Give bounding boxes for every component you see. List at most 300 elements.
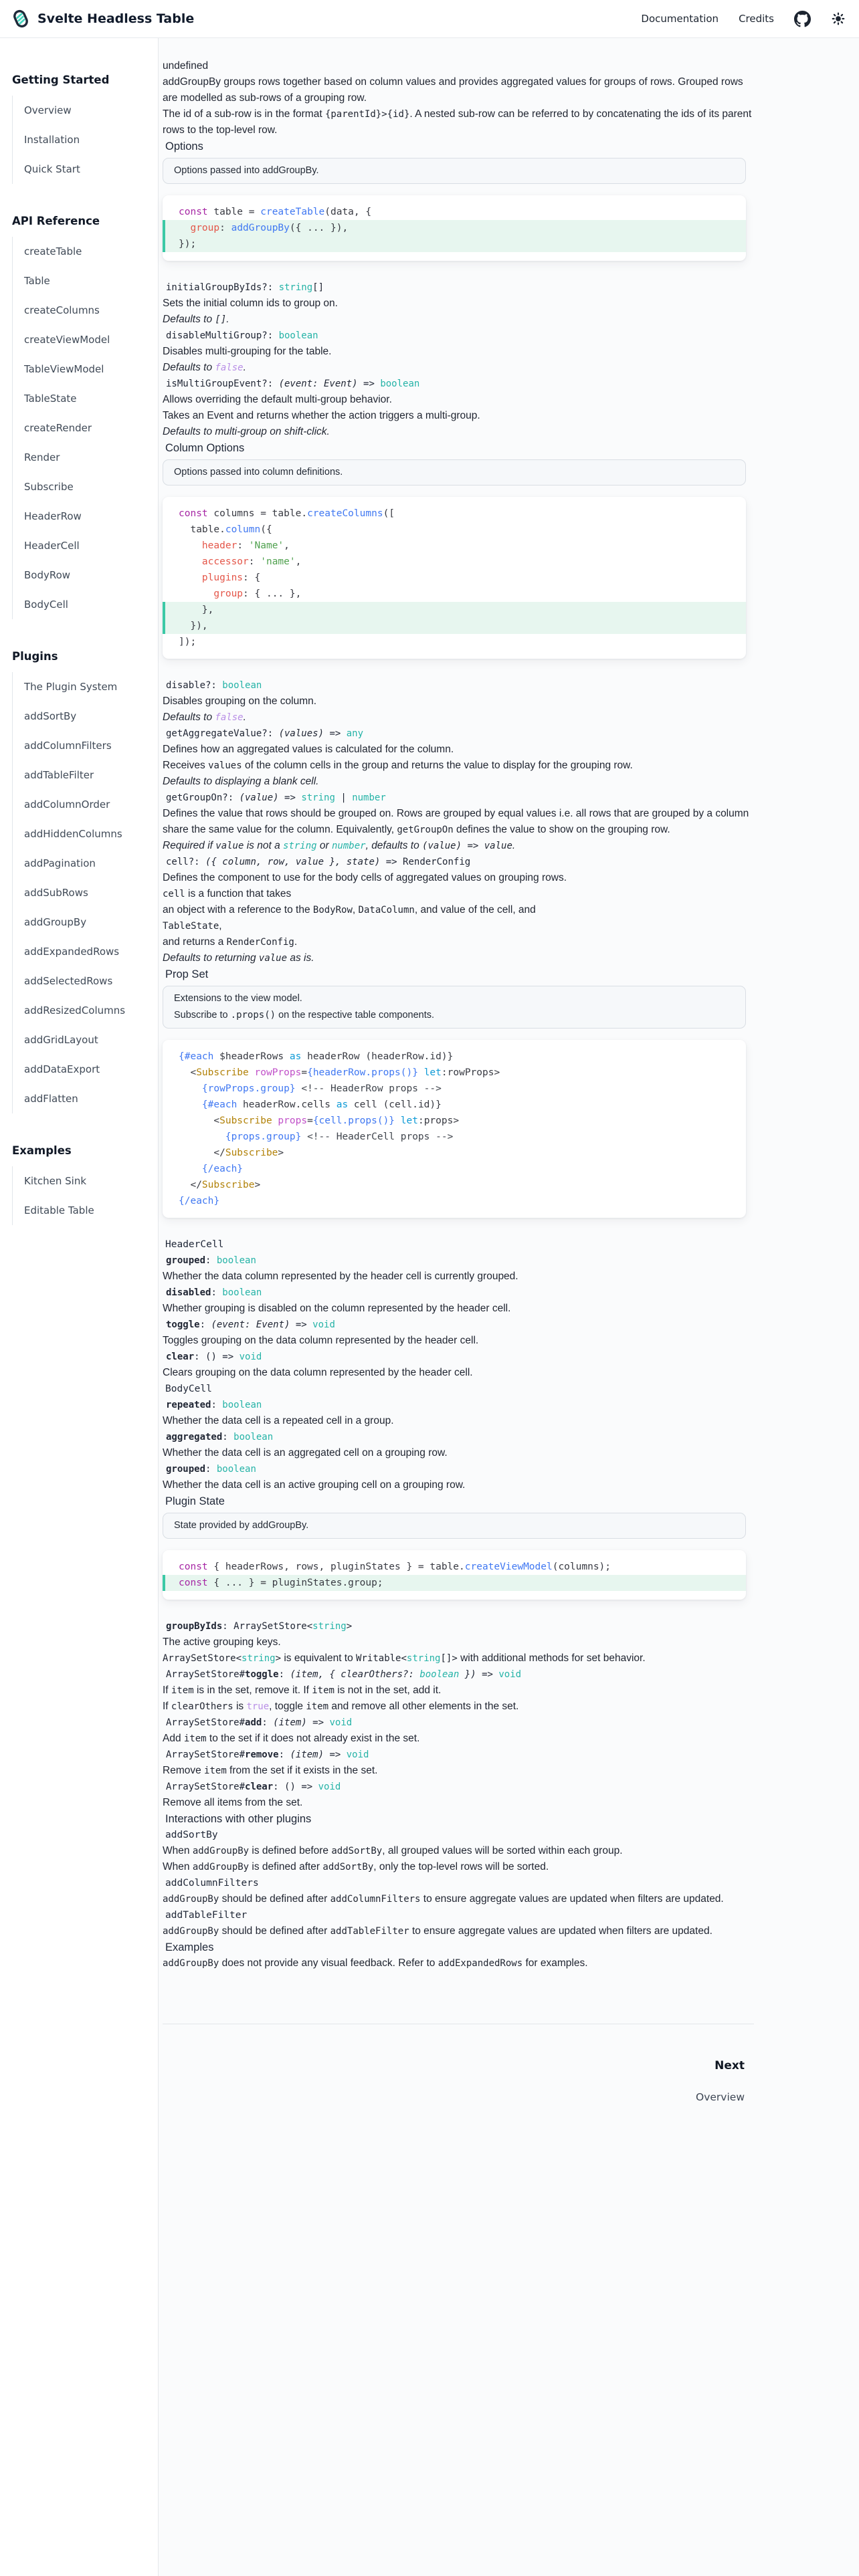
text-span: from the set if it exists in the set.: [226, 1765, 378, 1776]
api-signature: [163, 1667, 754, 1683]
inline-code-span: =>: [324, 1749, 347, 1760]
text-span: does not provide any visual feedback. Refer to: [219, 1957, 438, 1969]
code-token: group: [213, 588, 244, 599]
text-span: The active grouping keys.: [163, 1636, 281, 1648]
code-token: Subscribe: [219, 1115, 272, 1126]
section-heading-options: Options: [165, 140, 203, 152]
code-token: {headerRow.props()}: [307, 1067, 418, 1078]
text-span: is defined after: [249, 1861, 323, 1872]
inline-code-span: =>: [278, 792, 302, 803]
sidebar-item-addcolumnorder[interactable]: addColumnOrder: [24, 798, 110, 811]
sidebar-item-headercell[interactable]: HeaderCell: [24, 540, 80, 552]
inline-code-span: : ArraySetStore<: [222, 1621, 313, 1632]
sidebar-item-addpagination[interactable]: addPagination: [24, 857, 96, 869]
inline-code-span: => RenderConfig: [380, 857, 471, 867]
text-span: on the respective table components.: [276, 1010, 435, 1021]
text-span: .: [294, 936, 298, 948]
code-token: let: [423, 1067, 442, 1078]
code-token: const: [179, 207, 208, 217]
inline-code-span: =>: [290, 1319, 313, 1330]
next-label: Next: [714, 2059, 745, 2072]
text-span: is: [233, 1701, 247, 1712]
sidebar-item-render[interactable]: Render: [24, 451, 60, 463]
inline-code-span: boolean: [419, 1669, 460, 1680]
inline-code-span: clear: [245, 1782, 274, 1792]
text-span: ,: [352, 904, 359, 916]
paragraph: [163, 934, 754, 950]
inline-code-span: disabled: [166, 1287, 211, 1298]
sidebar-item-kitchen-sink[interactable]: Kitchen Sink: [24, 1175, 87, 1187]
code-line: [163, 1193, 746, 1209]
inline-code-span: toggle: [245, 1669, 279, 1680]
code-token: 'name': [260, 556, 296, 567]
code-token: : {: [243, 572, 261, 583]
inline-code-span: =>: [324, 728, 347, 739]
code-token: [395, 1115, 401, 1126]
inline-code-span: addTableFilter: [330, 1926, 409, 1937]
code-line: [163, 1177, 746, 1193]
sidebar-item-addselectedrows[interactable]: addSelectedRows: [24, 975, 113, 987]
inline-code-span: add: [245, 1717, 262, 1728]
inline-code-span: addColumnFilters: [330, 1894, 421, 1905]
inline-code-span: item: [204, 1765, 227, 1776]
inline-code-span: (value): [239, 792, 279, 803]
sidebar-item-addresizedcolumns[interactable]: addResizedColumns: [24, 1004, 126, 1016]
sidebar: [0, 38, 159, 2576]
inline-code-span: addGroupBy: [192, 1846, 250, 1856]
code-token: const: [179, 1578, 208, 1588]
inline-code-span: :: [199, 1319, 211, 1330]
code-token: table.: [179, 524, 225, 535]
sidebar-item-createcolumns[interactable]: createColumns: [24, 304, 100, 316]
inline-code-span: ArraySetStore#: [166, 1782, 246, 1792]
nav-documentation-link[interactable]: Documentation: [641, 13, 719, 25]
api-signature: [163, 1715, 754, 1731]
text-span: Defines how an aggregated values is calculated for the column.: [163, 744, 454, 755]
sidebar-item-addcolumnfilters[interactable]: addColumnFilters: [24, 740, 112, 752]
code-block: [163, 1040, 746, 1218]
code-token: [179, 572, 202, 583]
sidebar-item-headerrow[interactable]: HeaderRow: [24, 510, 82, 522]
text-span: is not in the set, add it.: [334, 1685, 442, 1696]
inline-code-span: void: [239, 1352, 262, 1362]
inline-code-span: number: [352, 792, 386, 803]
inline-code-span: (item): [290, 1749, 324, 1760]
inline-code-span: clearOthers: [171, 1701, 233, 1712]
note-box: [163, 158, 746, 184]
text-span: Defaults to displaying a blank cell.: [163, 776, 319, 787]
code-token: group: [190, 223, 220, 233]
sidebar-section-title-examples: Examples: [12, 1144, 72, 1157]
sidebar-item-installation[interactable]: Installation: [24, 134, 80, 146]
inline-code-span: grouped: [166, 1464, 206, 1475]
text-span: with additional methods for set behavior.: [457, 1652, 646, 1664]
note-box-line: [174, 1517, 735, 1534]
sidebar-item-addhiddencolumns[interactable]: addHiddenColumns: [24, 828, 122, 840]
text-span: to ensure aggregate values are updated when filters are updated.: [409, 1925, 712, 1937]
code-line: [163, 1081, 746, 1097]
text-span: as is.: [287, 952, 314, 964]
code-token: });: [179, 239, 197, 249]
code-token: [179, 1164, 202, 1174]
text-span: is in the set, remove it. If: [193, 1685, 312, 1696]
api-signature: [163, 1253, 754, 1269]
text-span: addGroupBy groups rows together based on column values and provides aggregated values for groups of rows. Grouped rows are modelled as sub-rows of a grouping row.: [163, 76, 743, 104]
code-token: =: [307, 1115, 313, 1126]
sidebar-section-title-getting-started: Getting Started: [12, 74, 110, 86]
text-span: and returns a: [163, 936, 227, 948]
paragraph: [163, 74, 754, 106]
inline-code-span: values: [208, 760, 242, 771]
code-token: headerRow.cells: [237, 1099, 337, 1110]
code-token: :props>: [417, 1115, 460, 1126]
inline-code-span: ArraySetStore<: [163, 1653, 242, 1664]
text-span: If: [163, 1701, 171, 1712]
sidebar-item-addsortby[interactable]: addSortBy: [24, 710, 77, 722]
content: [163, 58, 754, 1971]
inline-code-span: string: [301, 792, 335, 803]
code-line: [163, 554, 746, 570]
inline-code-span: (values): [278, 728, 324, 739]
text-span: Whether the data cell is an active grouping cell on a grouping row.: [163, 1479, 466, 1491]
app-title: Svelte Headless Table: [37, 11, 195, 26]
code-token: <: [179, 1067, 197, 1078]
paragraph: [163, 742, 754, 758]
inline-code-span: void: [318, 1782, 341, 1792]
text-span: to the set if it does not already exist in the set.: [206, 1733, 420, 1744]
section-heading-examples: Examples: [165, 1941, 214, 1953]
inline-code-span: >: [346, 1621, 353, 1632]
nav-credits-link[interactable]: Credits: [739, 13, 774, 25]
text-span: Disables multi-grouping for the table.: [163, 346, 332, 357]
inline-code-span: :: [262, 1717, 274, 1728]
inline-code-span: :: [211, 1400, 223, 1410]
inline-code-span: item: [312, 1685, 335, 1696]
text-span: ,: [219, 920, 222, 932]
inline-code-span: cell?:: [166, 857, 206, 867]
code-token: table =: [207, 207, 261, 217]
code-token: [179, 588, 213, 599]
inline-code-span: ArraySetStore#: [166, 1669, 246, 1680]
text-span: Required if: [163, 840, 216, 851]
api-signature: [163, 1747, 754, 1763]
subsection-heading-headercell: HeaderCell: [165, 1239, 224, 1250]
sidebar-item-tableviewmodel[interactable]: TableViewModel: [24, 363, 104, 375]
sidebar-item-addgroupby[interactable]: addGroupBy: [24, 916, 87, 928]
api-signature: [163, 1285, 754, 1301]
inline-code-span: string: [283, 841, 317, 851]
sidebar-section-list-getting-started: [12, 96, 150, 184]
text-span: , only the top-level rows will be sorted.: [373, 1861, 549, 1872]
text-span: , and value of the cell, and: [414, 904, 536, 916]
code-token: {cell.props()}: [312, 1115, 395, 1126]
section-heading-plugin-state: Plugin State: [165, 1495, 225, 1507]
code-token: ({: [260, 524, 272, 535]
text-span: Whether the data cell is a repeated cell in a group.: [163, 1415, 394, 1426]
code-token: }),: [179, 621, 208, 631]
sidebar-item-the-plugin-system[interactable]: The Plugin System: [24, 681, 118, 693]
api-signature: [163, 280, 754, 296]
code-line: [163, 538, 746, 554]
inline-code-span: getGroupOn: [397, 825, 454, 835]
api-signature: [163, 726, 754, 742]
note-box: [163, 986, 746, 1029]
inline-code-span: repeated: [166, 1400, 211, 1410]
inline-code-span: (item, { clearOthers?:: [290, 1669, 420, 1680]
inline-code-span: string: [312, 1621, 347, 1632]
code-token: <: [179, 1115, 220, 1126]
code-token: cell (cell.id)}: [348, 1099, 442, 1110]
inline-code-span: remove: [245, 1749, 279, 1760]
text-span: undefined: [163, 60, 209, 72]
paragraph: [163, 1923, 754, 1939]
inline-code-span: :: [205, 1255, 217, 1266]
code-line: [163, 1049, 746, 1065]
paragraph: [163, 1859, 754, 1875]
code-line: [163, 1065, 746, 1081]
page-layout: [0, 38, 859, 2576]
sidebar-item-addsubrows[interactable]: addSubRows: [24, 887, 88, 899]
code-token: ,: [295, 556, 302, 567]
inline-code-span: number: [332, 841, 366, 851]
code-token: [418, 1067, 424, 1078]
code-line: [163, 204, 746, 220]
sidebar-item-addexpandedrows[interactable]: addExpandedRows: [24, 946, 120, 958]
code-token: =: [301, 1067, 308, 1078]
code-token: addGroupBy: [231, 223, 290, 233]
text-span: is not a: [244, 840, 284, 851]
text-span: is a function that takes: [185, 888, 292, 899]
sidebar-section-list-examples: [12, 1166, 150, 1225]
code-line: [163, 586, 746, 602]
paragraph: [163, 950, 754, 966]
text-span: Toggles grouping on the data column represented by the header cell.: [163, 1335, 479, 1346]
paragraph: [163, 1634, 754, 1650]
inline-code-span: boolean: [233, 1432, 274, 1442]
code-line: [163, 634, 746, 650]
api-signature: [163, 1779, 754, 1795]
code-token: props: [278, 1115, 308, 1126]
text-span: Clears grouping on the data column represented by the header cell.: [163, 1367, 473, 1378]
inline-code-span: clear: [166, 1352, 195, 1362]
code-token: columns = table.: [207, 508, 308, 519]
code-token: : { ... },: [243, 588, 302, 599]
code-token: [179, 1099, 202, 1110]
paragraph: [163, 1731, 754, 1747]
code-token: header: [201, 540, 237, 551]
code-token: plugins: [201, 572, 244, 583]
brand-home-link[interactable]: [11, 9, 194, 29]
sidebar-item-addtablefilter[interactable]: addTableFilter: [24, 769, 94, 781]
text-span: an object with a reference to the: [163, 904, 313, 916]
inline-code-span: boolean: [222, 680, 262, 691]
text-span: .: [243, 362, 246, 373]
sidebar-item-bodyrow[interactable]: BodyRow: [24, 569, 71, 581]
sidebar-item-overview[interactable]: Overview: [24, 104, 72, 116]
inline-code-span: void: [498, 1669, 522, 1680]
inline-code-span: addSortBy: [331, 1846, 383, 1856]
code-token: (data, {: [324, 207, 372, 217]
inline-code-span: DataColumn: [358, 905, 415, 916]
code-token: {rowProps.group}: [179, 1083, 296, 1094]
inline-code-span: any: [346, 728, 364, 739]
text-span: for examples.: [522, 1957, 588, 1969]
code-token: Subscribe: [201, 1180, 255, 1190]
paragraph: [163, 693, 754, 710]
inline-code-span: true: [246, 1701, 270, 1712]
inline-code-span: TableState: [163, 921, 219, 932]
api-signature: [163, 376, 754, 392]
theme-toggle-icon[interactable]: [831, 11, 846, 26]
paragraph: [163, 886, 754, 902]
sidebar-item-addgridlayout[interactable]: addGridLayout: [24, 1034, 98, 1046]
sidebar-item-table[interactable]: Table: [24, 275, 50, 287]
text-span: Receives: [163, 760, 209, 771]
sidebar-item-editable-table[interactable]: Editable Table: [24, 1204, 94, 1216]
paragraph: [163, 1891, 754, 1907]
note-box-line: [174, 1007, 735, 1024]
github-icon[interactable]: [794, 11, 811, 27]
inline-code-span: string: [242, 1653, 276, 1664]
text-span: is defined before: [249, 1845, 332, 1856]
sidebar-item-adddataexport[interactable]: addDataExport: [24, 1063, 100, 1075]
inline-code-span: void: [329, 1717, 353, 1728]
text-span: When: [163, 1861, 193, 1872]
code-line-highlighted: [163, 236, 746, 252]
api-signature: [163, 1397, 754, 1413]
code-block: [163, 497, 746, 659]
text-span: , defaults to: [365, 840, 423, 851]
text-span: or: [316, 840, 332, 851]
inline-code-span: initialGroupByIds?:: [166, 282, 279, 293]
code-token: Subscribe: [196, 1067, 249, 1078]
text-span: .: [512, 840, 516, 851]
inline-code-span: {parentId}>{id}: [324, 109, 410, 120]
sidebar-item-createtable[interactable]: createTable: [24, 245, 82, 257]
inline-code-span: aggregated: [166, 1432, 223, 1442]
code-line-highlighted: [163, 602, 746, 618]
text-span: Options passed into addGroupBy.: [174, 165, 319, 176]
pagination-footer: [163, 2024, 754, 2103]
paragraph: [163, 902, 754, 918]
inline-code-span: (event: Event): [211, 1319, 290, 1330]
code-token: {/each}: [201, 1164, 244, 1174]
inline-code-span: void: [346, 1749, 369, 1760]
text-span: of the column cells in the group and returns the value to display for the grouping row.: [242, 760, 633, 771]
inline-code-span: string: [278, 282, 313, 293]
paragraph: [163, 1955, 754, 1971]
note-box: [163, 1513, 746, 1539]
sidebar-item-createviewmodel[interactable]: createViewModel: [24, 334, 110, 346]
inline-code-span: :: [278, 1749, 290, 1760]
subsection-heading-addcolumnfilters: addColumnFilters: [165, 1878, 259, 1889]
api-signature: [163, 328, 754, 344]
text-span: .: [243, 712, 246, 723]
text-span: defines the value to show on the grouping row.: [453, 824, 670, 835]
inline-code-span: boolean: [222, 1287, 262, 1298]
api-signature: [163, 1349, 754, 1365]
code-token: createColumns: [307, 508, 383, 519]
inline-code-span: isMultiGroupEvent?:: [166, 379, 279, 389]
paragraph: [163, 774, 754, 790]
sidebar-item-quick-start[interactable]: Quick Start: [24, 163, 80, 175]
code-block: [163, 195, 746, 261]
code-token: [179, 556, 202, 567]
inline-code-span: item: [306, 1701, 329, 1712]
paragraph: [163, 1413, 754, 1429]
api-signature: [163, 677, 754, 693]
text-span: Add: [163, 1733, 184, 1744]
code-token: </: [179, 1180, 202, 1190]
paragraph: [163, 296, 754, 312]
paragraph: [163, 1445, 754, 1461]
text-span: Remove all items from the set.: [163, 1797, 303, 1808]
code-token: column: [225, 524, 261, 535]
inline-code-span: =>: [476, 1669, 499, 1680]
inline-code-span: item: [171, 1685, 194, 1696]
inline-code-span: : () =>: [194, 1352, 240, 1362]
inline-code-span: grouped: [166, 1255, 206, 1266]
code-token: const: [179, 1562, 208, 1572]
code-token: let: [400, 1115, 418, 1126]
text-span: Sets the initial column ids to group on.: [163, 298, 338, 309]
paragraph: [163, 1333, 754, 1349]
note-box: [163, 459, 746, 486]
paragraph: [163, 710, 754, 726]
sidebar-item-tablestate[interactable]: TableState: [24, 393, 77, 405]
sidebar-item-bodycell[interactable]: BodyCell: [24, 599, 68, 611]
sidebar-section-list-api-reference: [12, 237, 150, 619]
inline-code-span: item: [183, 1733, 207, 1744]
text-span: is equivalent to: [281, 1652, 357, 1664]
sidebar-item-subscribe[interactable]: Subscribe: [24, 481, 74, 493]
inline-code-span: boolean: [278, 330, 318, 341]
paragraph: [163, 1269, 754, 1285]
sidebar-item-createrender[interactable]: createRender: [24, 422, 92, 434]
text-span: Defaults to: [163, 362, 215, 373]
paragraph: [163, 1795, 754, 1811]
paragraph: [163, 344, 754, 360]
code-token: [179, 540, 202, 551]
text-span: Allows overriding the default multi-group behavior.: [163, 394, 392, 405]
text-span: Disables grouping on the column.: [163, 695, 317, 707]
subsection-heading-addsortby: addSortBy: [165, 1830, 218, 1840]
paragraph: [163, 1650, 754, 1667]
text-span: Whether the data column represented by the header cell is currently grouped.: [163, 1271, 518, 1282]
inline-code-span: getGroupOn?:: [166, 792, 240, 803]
code-token: headerRow (headerRow.id)}: [301, 1051, 454, 1062]
inline-code-span: value: [258, 953, 288, 964]
inline-code-span: void: [312, 1319, 335, 1330]
code-token: :rowProps>: [441, 1067, 500, 1078]
code-block: [163, 1550, 746, 1600]
inline-code-span: BodyRow: [312, 905, 353, 916]
text-span: State provided by addGroupBy.: [174, 1520, 309, 1531]
note-box-line: [174, 464, 735, 481]
paragraph: [163, 1843, 754, 1859]
code-token: [249, 1067, 255, 1078]
text-span: Remove: [163, 1765, 205, 1776]
code-token: >: [254, 1180, 261, 1190]
paragraph: [163, 1301, 754, 1317]
sidebar-item-addflatten[interactable]: addFlatten: [24, 1093, 78, 1105]
paragraph: [163, 870, 754, 886]
inline-code-span: value: [215, 841, 244, 851]
next-page-link-overview[interactable]: Overview: [696, 2091, 745, 2103]
inline-code-span: boolean: [222, 1400, 262, 1410]
inline-code-span: ArraySetStore#: [166, 1749, 246, 1760]
inline-code-span: :: [205, 1464, 217, 1475]
